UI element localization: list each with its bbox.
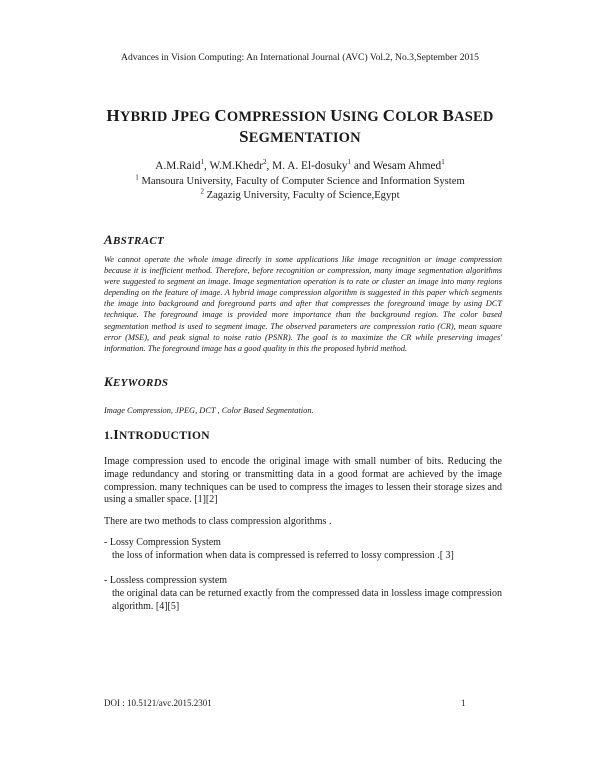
abstract-heading — [104, 232, 164, 248]
title-word-cap: C — [214, 106, 227, 125]
title-word-cap: U — [330, 106, 343, 125]
heading-rest: BSTRACT — [112, 235, 164, 247]
lossy-title: - Lossy Compression System — [104, 537, 221, 548]
title-word-rest: PEG — [180, 109, 215, 125]
author-affiliation-sup: 1 — [347, 158, 351, 167]
author-separator: and — [351, 160, 373, 172]
affiliation-text: Zagazig University, Faculty of Science,Egypt — [206, 190, 400, 201]
author-name: M. A. El-dosuky — [272, 160, 348, 172]
intro-paragraph-1: Image compression used to encode the original image with small number of bits. Reducing the image redundancy and storing or transmitting data in a good format are achieved by the image compression. many techniques can be used to compress the images to lessen their storage sizes and using a smaller space. [1][2] — [104, 456, 502, 506]
title-word-cap: S — [239, 127, 249, 146]
author-name: W.M.Khedr — [209, 160, 264, 172]
intro-paragraph-2: There are two methods to class compression algorithms . — [104, 516, 332, 527]
author-affiliation-sup: 2 — [263, 158, 267, 167]
title-word-cap: B — [442, 106, 455, 125]
journal-header: Advances in Vision Computing: An International Journal (AVC) Vol.2, No.3,September 2015 — [121, 52, 479, 63]
title-word-rest: OMPRESSION — [226, 109, 331, 125]
affiliation-text: Mansoura University, Faculty of Computer Science and Information System — [138, 176, 465, 187]
author-separator: , — [266, 160, 273, 172]
introduction-heading — [104, 428, 210, 444]
heading-number: 1. — [104, 430, 114, 442]
heading-cap: A — [104, 232, 113, 247]
title-word-cap: J — [171, 106, 181, 125]
lossy-description: the loss of information when data is compressed is referred to lossy compression .[ 3] — [112, 550, 454, 561]
affiliation-1 — [0, 173, 600, 187]
affiliation-sup: 2 — [200, 187, 204, 196]
keywords-text: Image Compression, JPEG, DCT , Color Based Segmentation. — [104, 406, 314, 415]
paper-title — [60, 106, 540, 148]
author-affiliation-sup: 1 — [441, 158, 445, 167]
title-word-rest: SING — [342, 109, 383, 125]
author-name: Wesam Ahmed — [372, 160, 442, 172]
title-word-rest: YBRID — [119, 109, 172, 125]
title-line-1 — [60, 106, 540, 127]
author-affiliation-sup: 1 — [200, 158, 204, 167]
title-word-rest: EGMENTATION — [248, 130, 361, 146]
affiliation-2 — [0, 187, 600, 201]
title-line-2 — [60, 127, 540, 148]
page-number: 1 — [461, 698, 466, 708]
lossless-title: - Lossless compression system — [104, 575, 228, 586]
heading-rest: NTRODUCTION — [118, 430, 210, 442]
heading-cap: K — [104, 374, 113, 389]
title-word-rest: OLOR — [395, 109, 443, 125]
author-name: A.M.Raid — [155, 160, 201, 172]
abstract-text: We cannot operate the whole image directly in some applications like image recognition or image compression because it is inefficient method. Therefore, before recognition or compression, many image segmentation algorithms were suggested to segment an image. Image segmentation operation is to rate or cluster an image into many regions depending on the feature of image. A hybrid image compression algorithm is suggested in this paper which segments the image into background and foreground parts and after that compresses the foreground image by using DCT technique. The foreground image is provided more importance than the background region. The color based segmentation method is used to segment image. The observed parameters are compression ratio (CR), mean square error (MSE), and peak signal to noise ratio (PSNR). The goal is to maximize the CR while preserving images' information. The foreground image has a good quality in this the proposed hybrid method. — [104, 255, 502, 353]
title-word-cap: H — [106, 106, 120, 125]
heading-rest: EYWORDS — [112, 377, 169, 389]
lossless-description: the original data can be returned exactly from the compressed data in lossless image compression algorithm. [4][5] — [112, 588, 502, 612]
footer-doi: DOI : 10.5121/avc.2015.2301 — [104, 698, 212, 708]
title-word-cap: C — [382, 106, 396, 125]
affiliation-sup: 1 — [135, 173, 139, 182]
heading-cap: I — [113, 428, 119, 443]
author-separator: , — [204, 160, 210, 172]
title-word-rest: ASED — [454, 109, 494, 125]
author-list — [0, 160, 600, 172]
keywords-heading — [104, 374, 168, 390]
